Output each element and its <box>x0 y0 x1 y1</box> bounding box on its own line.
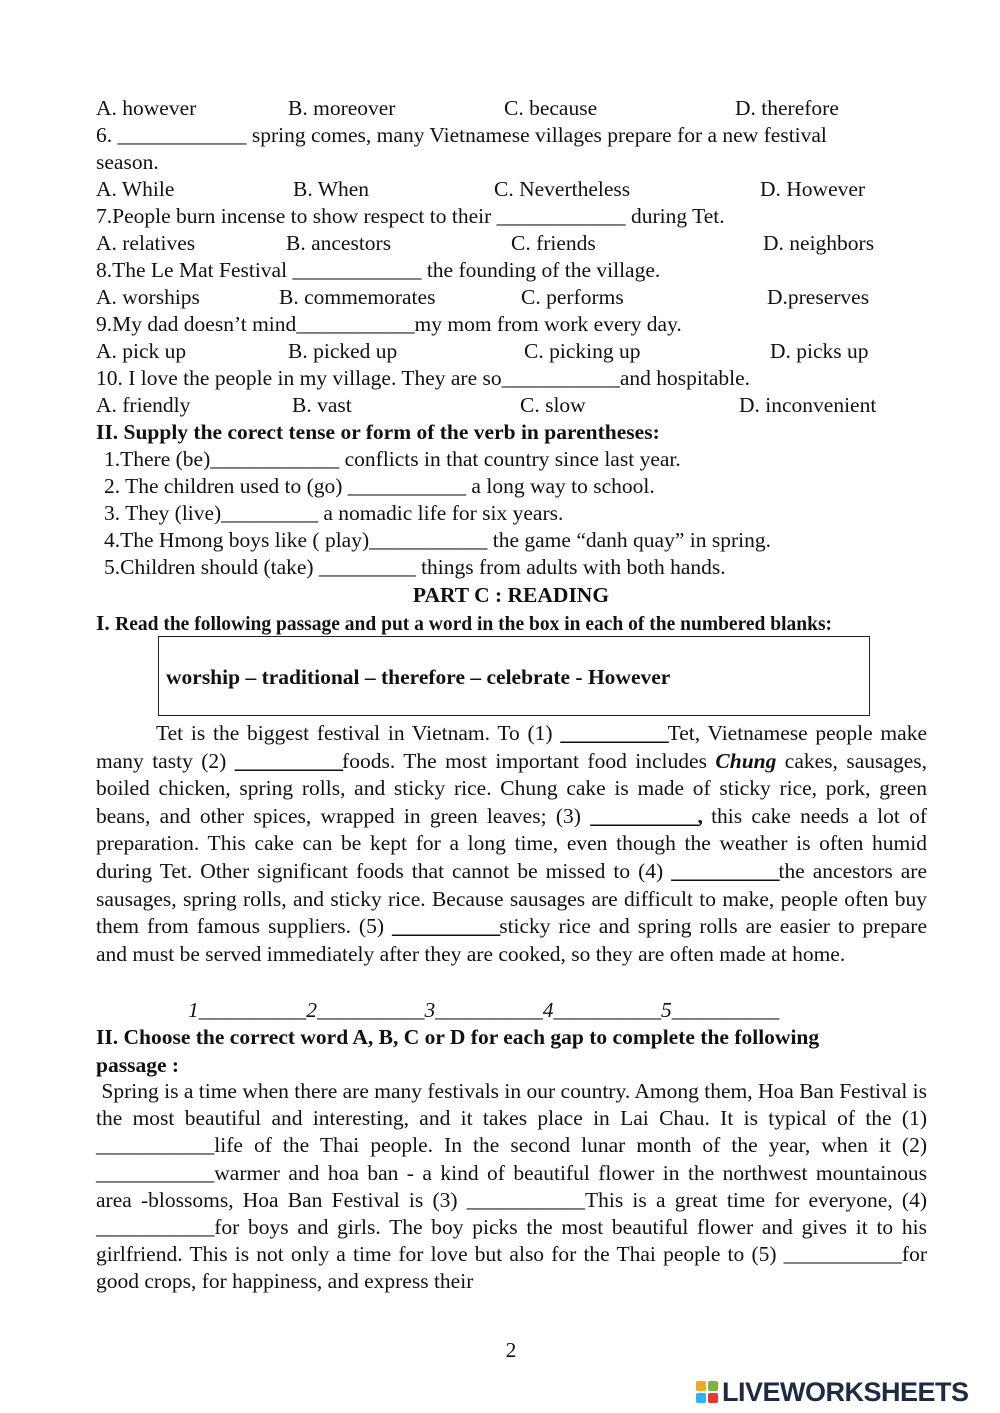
blank-2: ___________ <box>234 748 343 773</box>
instruction-prefix: I. <box>96 611 110 635</box>
liveworksheets-logo <box>696 1377 969 1407</box>
q10-option-d: D. inconvenient <box>739 393 877 417</box>
q8-stem: 8.The Le Mat Festival ____________ the founding of the village. <box>96 258 661 282</box>
instruction-text: Read the following passage and put a word in the box in each of the numbered blanks: <box>115 614 833 635</box>
blank-5: ___________ <box>391 914 500 939</box>
q8-option-b: B. commemorates <box>279 285 436 309</box>
q9-stem: 9.My dad doesn’t mind___________my mom from work every day. <box>96 312 682 336</box>
q7-option-a: A. relatives <box>96 231 196 255</box>
q7-stem: 7.People burn incense to show respect to their ____________ during Tet. <box>96 204 725 228</box>
part-c-title: PART C : READING <box>412 583 610 607</box>
page-number: 2 <box>505 1338 517 1362</box>
verb-item-4: 4.The Hmong boys like ( play)___________ the game “danh quay” in spring. <box>104 528 771 552</box>
q6-stem-cont: season. <box>96 150 159 174</box>
passage-1-text-4: cakes, sausages, boiled chicken, spring rolls, and sticky rice. Chung cake is made of sticky rice, pork, green beans, and other spices, wrapped in green leaves; (3) <box>96 748 927 828</box>
q7-option-d: D. neighbors <box>763 231 875 255</box>
q8-option-a: A. worships <box>96 285 200 309</box>
verb-item-5: 5.Children should (take) _________ things from adults with both hands. <box>104 555 726 579</box>
reading-passage-2: Spring is a time when there are many festivals in our country. Among them, Hoa Ban Festival is the most beautiful and interesting, and it takes place in Lai Chau. It is typical of the (1) ___________life of the Thai people. In the second lunar month of the year, when it (2) ___________warmer and hoa ban - a kind of beautiful flower in the northwest mountainous area -blossoms, Hoa Ban Festival is (3) ___________This is a great time for everyone, (4) ___________for boys and girls. The boy picks the most beautiful flower and gives it to his girlfriend. This is not only a time for love but also for the Thai people to (5) ___________for good crops, for happiness, and express their <box>96 1079 933 1294</box>
q8-option-c: C. performs <box>521 285 624 309</box>
section-c2-heading: II. Choose the correct word A, B, C or D for each gap to complete the following <box>96 1025 820 1049</box>
section-2-heading: II. Supply the corect tense or form of the verb in parentheses: <box>96 420 660 444</box>
q7-option-b: B. ancestors <box>286 231 392 255</box>
verb-item-1: 1.There (be)____________ conflicts in that country since last year. <box>104 447 681 471</box>
answer-line: 1__________2__________3__________4__________5__________ <box>188 998 780 1022</box>
q9-option-d: D. picks up <box>770 339 869 363</box>
q6-option-b: B. When <box>293 177 370 201</box>
q8-option-d: D.preserves <box>767 285 870 309</box>
q5-option-a: A. however <box>96 96 197 120</box>
q5-option-c: C. because <box>504 96 598 120</box>
chung-term: Chung <box>715 748 777 773</box>
passage-1-text-2: Tet, Vietnamese people make many tasty (2) <box>96 721 927 773</box>
q9-option-b: B. picked up <box>288 339 398 363</box>
blank-3: ___________, <box>590 803 702 828</box>
passage-1-text-7: sticky rice and spring rolls are easier to prepare and must be served immediately after they are cooked, so they are often made at home. <box>96 914 928 966</box>
verb-item-2: 2. The children used to (go) ___________ a long way to school. <box>104 474 655 498</box>
brand-name: LIVEWORKSHEETS <box>722 1376 969 1407</box>
q10-option-c: C. slow <box>520 393 586 417</box>
q9-option-c: C. picking up <box>524 339 641 363</box>
q6-option-d: D. However <box>760 177 866 201</box>
word-box-text: worship – traditional – therefore – celebrate - However <box>166 665 671 689</box>
q7-option-c: C. friends <box>511 231 596 255</box>
q10-option-a: A. friendly <box>96 393 191 417</box>
passage-1-text-1: Tet is the biggest festival in Vietnam. To (1) <box>156 721 561 745</box>
passage-1-text-6: the ancestors are sausages, spring rolls, and sticky rice. Because sausages are difficult to make, people often buy them from famous suppliers. (5) <box>96 858 927 939</box>
brand-mark-icon <box>696 1381 718 1403</box>
passage-1-text-5: this cake needs a lot of preparation. This cake can be kept for a long time, even though the weather is often humid during Tet. Other significant foods that cannot be missed to (4) <box>96 803 927 883</box>
q6-stem: 6. ____________ spring comes, many Vietnamese villages prepare for a new festival <box>96 123 827 147</box>
q5-option-d: D. therefore <box>735 96 839 120</box>
passage-1-text-3: foods. The most important food includes <box>342 748 716 773</box>
q6-option-c: C. Nevertheless <box>494 177 631 201</box>
q10-stem: 10. I love the people in my village. They are so___________and hospitable. <box>96 366 751 390</box>
part-c-instruction <box>96 610 832 638</box>
q10-option-b: B. vast <box>292 393 352 417</box>
reading-passage-1 <box>96 720 927 968</box>
blank-4: ___________ <box>671 858 779 883</box>
verb-item-3: 3. They (live)_________ a nomadic life for six years. <box>104 501 564 525</box>
q5-option-b: B. moreover <box>288 96 396 120</box>
q9-option-a: A. pick up <box>96 339 187 363</box>
blank-1: ___________ <box>560 721 668 745</box>
section-c2-heading-cont: passage : <box>96 1053 180 1077</box>
q6-option-a: A. While <box>96 177 175 201</box>
